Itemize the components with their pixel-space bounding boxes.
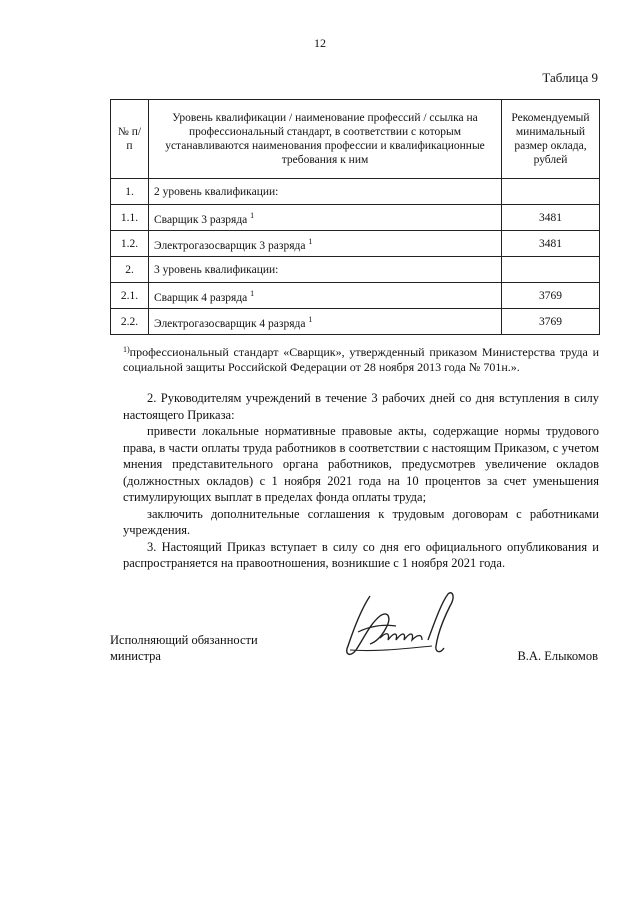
row-salary: 3769 (502, 283, 600, 309)
position-line: Исполняющий обязанности (110, 633, 258, 647)
row-number: 1.2. (111, 231, 149, 257)
row-name: Сварщик 3 разряда (154, 213, 248, 226)
paragraph: 2. Руководителям учреждений в течение 3 рабочих дней со дня вступления в силу настоящего Приказа: (123, 391, 599, 422)
footnote (123, 342, 599, 375)
row-footnote-ref: 1 (308, 314, 313, 324)
row-salary: 3481 (502, 231, 600, 257)
signer-name: В.А. Елыкомов (517, 649, 598, 663)
table-header-row (111, 100, 600, 179)
row-salary (502, 179, 600, 205)
table-row (111, 283, 600, 309)
row-name-cell (149, 309, 502, 335)
row-name-cell (149, 283, 502, 309)
signer-position (110, 632, 258, 664)
table-row (111, 231, 600, 257)
row-name-cell (149, 257, 502, 283)
row-name: 3 уровень квалификации: (154, 263, 279, 276)
page-number: 12 (314, 36, 326, 50)
paragraph: 3. Настоящий Приказ вступает в силу со дня его официального опубликования и распространяется на правоотношения, возникшие с 1 ноября 2021 года. (123, 539, 599, 570)
row-footnote-ref: 1 (250, 210, 255, 220)
row-footnote-ref: 1 (250, 288, 255, 298)
row-footnote-ref: 1 (308, 236, 313, 246)
table-row (111, 205, 600, 231)
row-name-cell (149, 231, 502, 257)
table-caption: Таблица 9 (542, 70, 598, 85)
table-row (111, 309, 600, 335)
row-salary: 3769 (502, 309, 600, 335)
footnote-marker: 1) (123, 345, 130, 354)
row-name: Электрогазосварщик 4 разряда (154, 317, 306, 330)
row-number: 2.2. (111, 309, 149, 335)
order-text (123, 390, 599, 572)
position-line: министра (110, 649, 161, 663)
row-number: 1. (111, 179, 149, 205)
qualification-table (110, 99, 600, 335)
row-name-cell (149, 205, 502, 231)
row-salary: 3481 (502, 205, 600, 231)
header-number: № п/п (111, 100, 149, 179)
header-salary: Рекомендуемый минимальный размер оклада, рублей (502, 100, 600, 179)
row-name: 2 уровень квалификации: (154, 185, 279, 198)
row-number: 2. (111, 257, 149, 283)
header-qualification: Уровень квалификации / наименование профессий / ссылка на профессиональный стандарт, в соответствии с которым устанавливаются наименования профессии и квалификационные требования к ним (149, 100, 502, 179)
footnote-text: профессиональный стандарт «Сварщик», утвержденный приказом Министерства труда и социальной защиты Российской Федерации от 28 ноября 2013 года № 701н.». (123, 345, 599, 374)
row-name: Электрогазосварщик 3 разряда (154, 239, 306, 252)
table-row (111, 257, 600, 283)
table-row (111, 179, 600, 205)
paragraph: заключить дополнительные соглашения к трудовым договорам с работниками учреждения. (123, 506, 599, 537)
handwritten-signature (340, 588, 470, 666)
row-number: 1.1. (111, 205, 149, 231)
row-number: 2.1. (111, 283, 149, 309)
row-name: Сварщик 4 разряда (154, 291, 248, 304)
row-salary (502, 257, 600, 283)
paragraph: привести локальные нормативные правовые акты, содержащие нормы трудового права, в части оплаты труда работников в соответствии с настоящим Приказом, с учетом мнения представительного органа работников, предусмотрев увеличение окладов (должностных окладов) с 1 ноября 2021 года на 10 процентов за счет уменьшения стимулирующих выплат в пределах фонда оплаты труда; (123, 424, 599, 504)
row-name-cell (149, 179, 502, 205)
